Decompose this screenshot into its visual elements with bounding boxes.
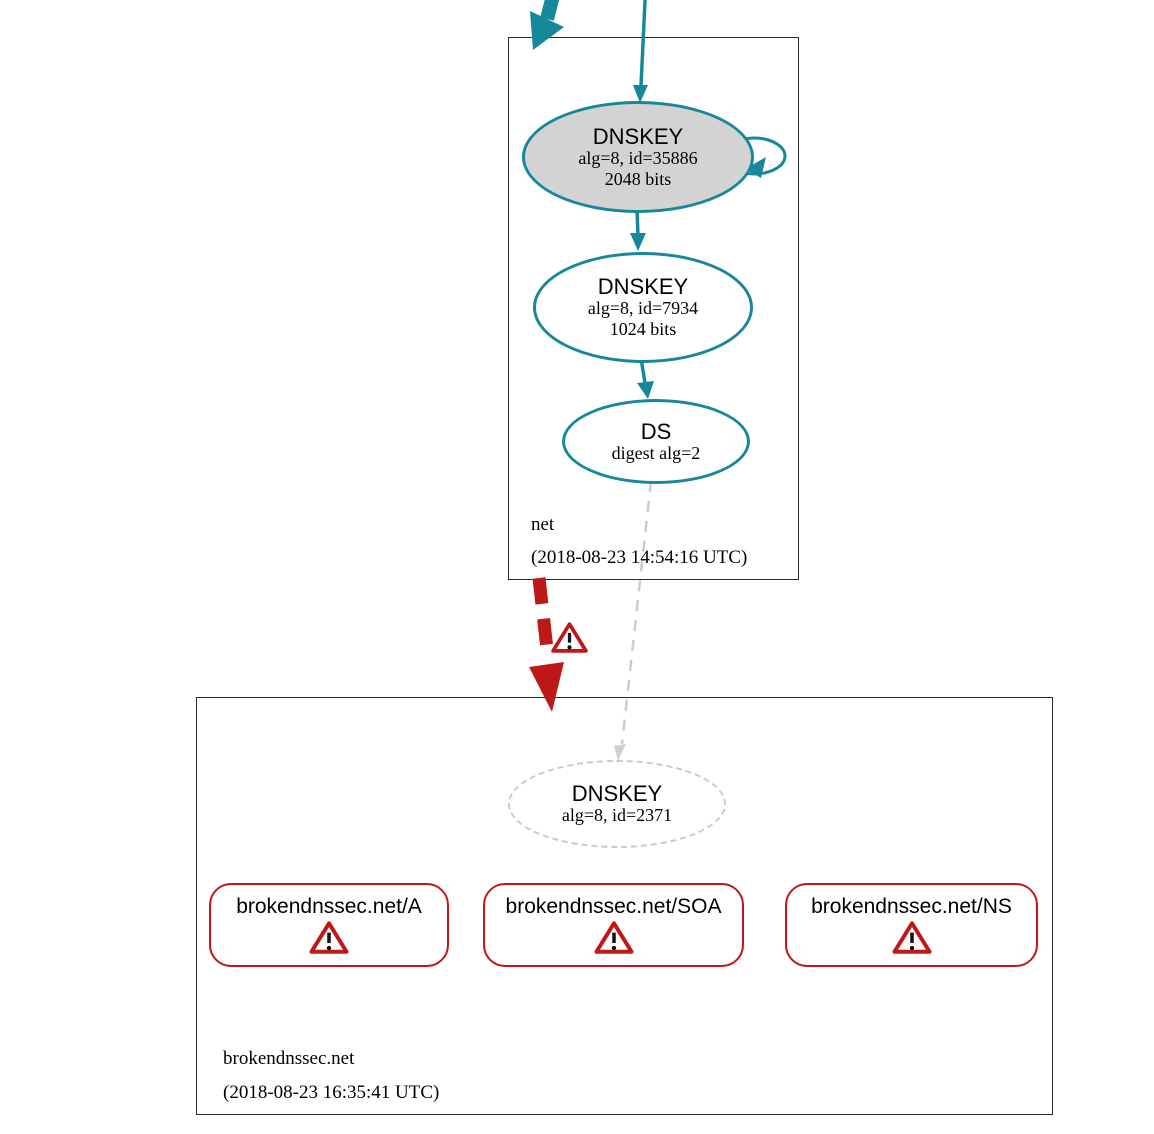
edge-zsk-to-ds — [637, 358, 654, 399]
rrset-label: brokendnssec.net/A — [236, 895, 422, 918]
node-title: DS — [640, 418, 672, 444]
edge-ksk-to-zsk — [630, 209, 646, 251]
node-detail: alg=8, id=2371 — [561, 805, 673, 826]
node-dnskey-ksk-35886[interactable] — [522, 101, 754, 213]
zone-timestamp: (2018-08-23 14:54:16 UTC) — [531, 547, 748, 568]
node-dnskey-2371[interactable] — [508, 760, 726, 848]
node-detail-bits: 2048 bits — [604, 168, 672, 189]
node-dnskey-zsk-7934[interactable] — [533, 252, 753, 363]
warning-icon — [892, 920, 932, 955]
node-title: DNSKEY — [571, 781, 663, 807]
node-detail: alg=8, id=35886 — [578, 147, 698, 168]
rrset-soa[interactable] — [483, 883, 744, 967]
warning-icon — [594, 920, 634, 955]
rrset-a[interactable] — [209, 883, 449, 967]
rrset-ns[interactable] — [785, 883, 1038, 967]
edge-inbound-to-dnskey — [633, 0, 648, 103]
zone-timestamp: (2018-08-23 16:35:41 UTC) — [223, 1082, 440, 1103]
warning-icon — [551, 621, 588, 654]
node-title: DNSKEY — [592, 123, 684, 149]
rrset-label: brokendnssec.net/SOA — [505, 895, 722, 918]
node-detail: digest alg=2 — [611, 442, 701, 463]
zone-name: brokendnssec.net — [223, 1048, 355, 1069]
node-detail-bits: 1024 bits — [609, 319, 677, 340]
warning-icon — [309, 920, 349, 955]
edge-trust-chain-inbound-bold — [530, 0, 564, 50]
node-title: DNSKEY — [597, 274, 689, 300]
node-detail: alg=8, id=7934 — [587, 298, 699, 319]
rrset-label: brokendnssec.net/NS — [811, 895, 1012, 918]
edge-ds-to-child-dnskey — [614, 481, 651, 761]
zone-name: net — [531, 514, 555, 535]
node-ds[interactable] — [562, 399, 750, 484]
